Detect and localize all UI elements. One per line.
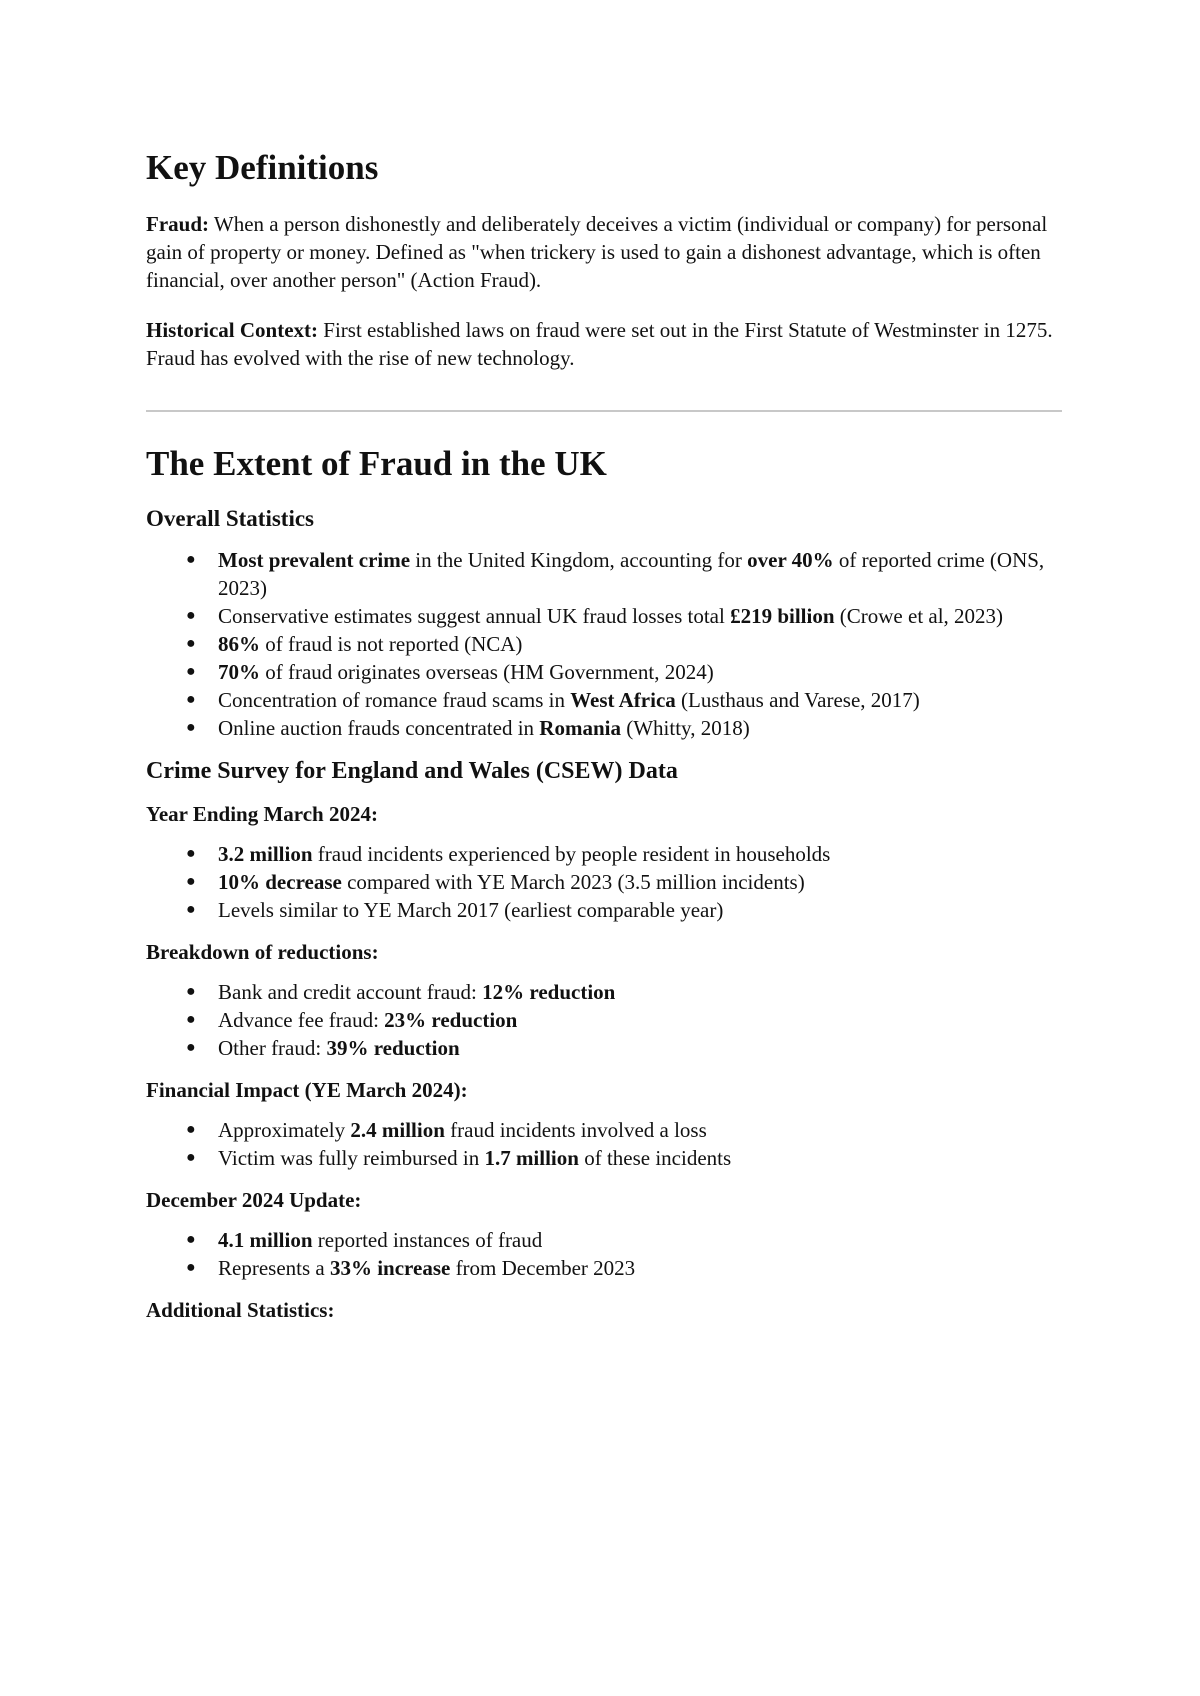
list-item: ● Concentration of romance fraud scams in West Africa (Lusthaus and Varese, 2017) xyxy=(186,688,920,712)
fraud-definition xyxy=(146,210,1066,294)
list-item: ● Represents a 33% increase from December 2023 xyxy=(186,1256,636,1280)
bullet-icon: ● xyxy=(186,691,196,708)
list-item: ● Advance fee fraud: 23% reduction xyxy=(186,1008,518,1032)
bullet-icon: ● xyxy=(186,1121,196,1138)
list-item: ● Bank and credit account fraud: 12% reduction xyxy=(186,980,616,1004)
financial-impact-heading: Financial Impact (YE March 2024): xyxy=(146,1078,468,1102)
list-item: ● 70% of fraud originates overseas (HM Government, 2024) xyxy=(186,660,714,684)
list-item: ● Approximately 2.4 million fraud incidents involved a loss xyxy=(186,1118,707,1142)
december-2024-heading: December 2024 Update: xyxy=(146,1188,362,1212)
history-text: First established laws on fraud were set out in the First Statute of Westminster in 1275. Fraud has evolved with the rise of new technology. xyxy=(146,318,1053,370)
december-2024-list xyxy=(146,1226,1066,1282)
bullet-icon: ● xyxy=(186,1231,196,1248)
bullet-icon: ● xyxy=(186,719,196,736)
bullet-icon: ● xyxy=(186,1259,196,1276)
bullet-icon: ● xyxy=(186,663,196,680)
bullet-icon: ● xyxy=(186,607,196,624)
bullet-icon: ● xyxy=(186,1039,196,1056)
bullet-icon: ● xyxy=(186,845,196,862)
history-label: Historical Context: xyxy=(146,318,319,342)
key-definitions-title: Key Definitions xyxy=(146,148,379,187)
extent-title: The Extent of Fraud in the UK xyxy=(146,444,607,483)
overall-statistics-heading: Overall Statistics xyxy=(146,506,314,531)
financial-impact-list xyxy=(146,1116,1066,1172)
bullet-icon: ● xyxy=(186,551,196,568)
list-item: ● 10% decrease compared with YE March 2023 (3.5 million incidents) xyxy=(186,870,805,894)
list-item: ● 4.1 million reported instances of fraud xyxy=(186,1228,543,1252)
bullet-icon: ● xyxy=(186,983,196,1000)
bullet-icon: ● xyxy=(186,1149,196,1166)
list-item: ● Most prevalent crime in the United Kingdom, accounting for over 40% of reported crime (ONS, 2023) xyxy=(186,548,1045,600)
list-item: ● 3.2 million fraud incidents experienced by people resident in households xyxy=(186,842,831,866)
bullet-icon: ● xyxy=(186,1011,196,1028)
reductions-list xyxy=(146,978,1066,1062)
ye2024-list xyxy=(146,840,1066,924)
list-item: ● Other fraud: 39% reduction xyxy=(186,1036,460,1060)
additional-statistics-heading: Additional Statistics: xyxy=(146,1298,335,1322)
csew-heading: Crime Survey for England and Wales (CSEW) Data xyxy=(146,758,678,784)
bullet-icon: ● xyxy=(186,901,196,918)
list-item: ● Conservative estimates suggest annual UK fraud losses total £219 billion (Crowe et al, 2023) xyxy=(186,604,1004,628)
overall-statistics-list xyxy=(146,546,1066,742)
reductions-heading: Breakdown of reductions: xyxy=(146,940,379,964)
bullet-icon: ● xyxy=(186,873,196,890)
bullet-icon: ● xyxy=(186,635,196,652)
fraud-label: Fraud: xyxy=(146,212,209,236)
historical-context xyxy=(146,316,1066,372)
fraud-text: When a person dishonestly and deliberately deceives a victim (individual or company) for personal gain of property or money. Defined as "when trickery is used to gain a dishonest advantage, which is often financial, over another person" (Action Fraud). xyxy=(146,212,1048,292)
list-item: ● 86% of fraud is not reported (NCA) xyxy=(186,632,523,656)
ye2024-heading: Year Ending March 2024: xyxy=(146,802,378,826)
section-divider xyxy=(146,410,1062,412)
list-item: ● Online auction frauds concentrated in Romania (Whitty, 2018) xyxy=(186,716,750,740)
list-item: ● Victim was fully reimbursed in 1.7 million of these incidents xyxy=(186,1146,732,1170)
list-item: ● Levels similar to YE March 2017 (earliest comparable year) xyxy=(186,898,724,922)
